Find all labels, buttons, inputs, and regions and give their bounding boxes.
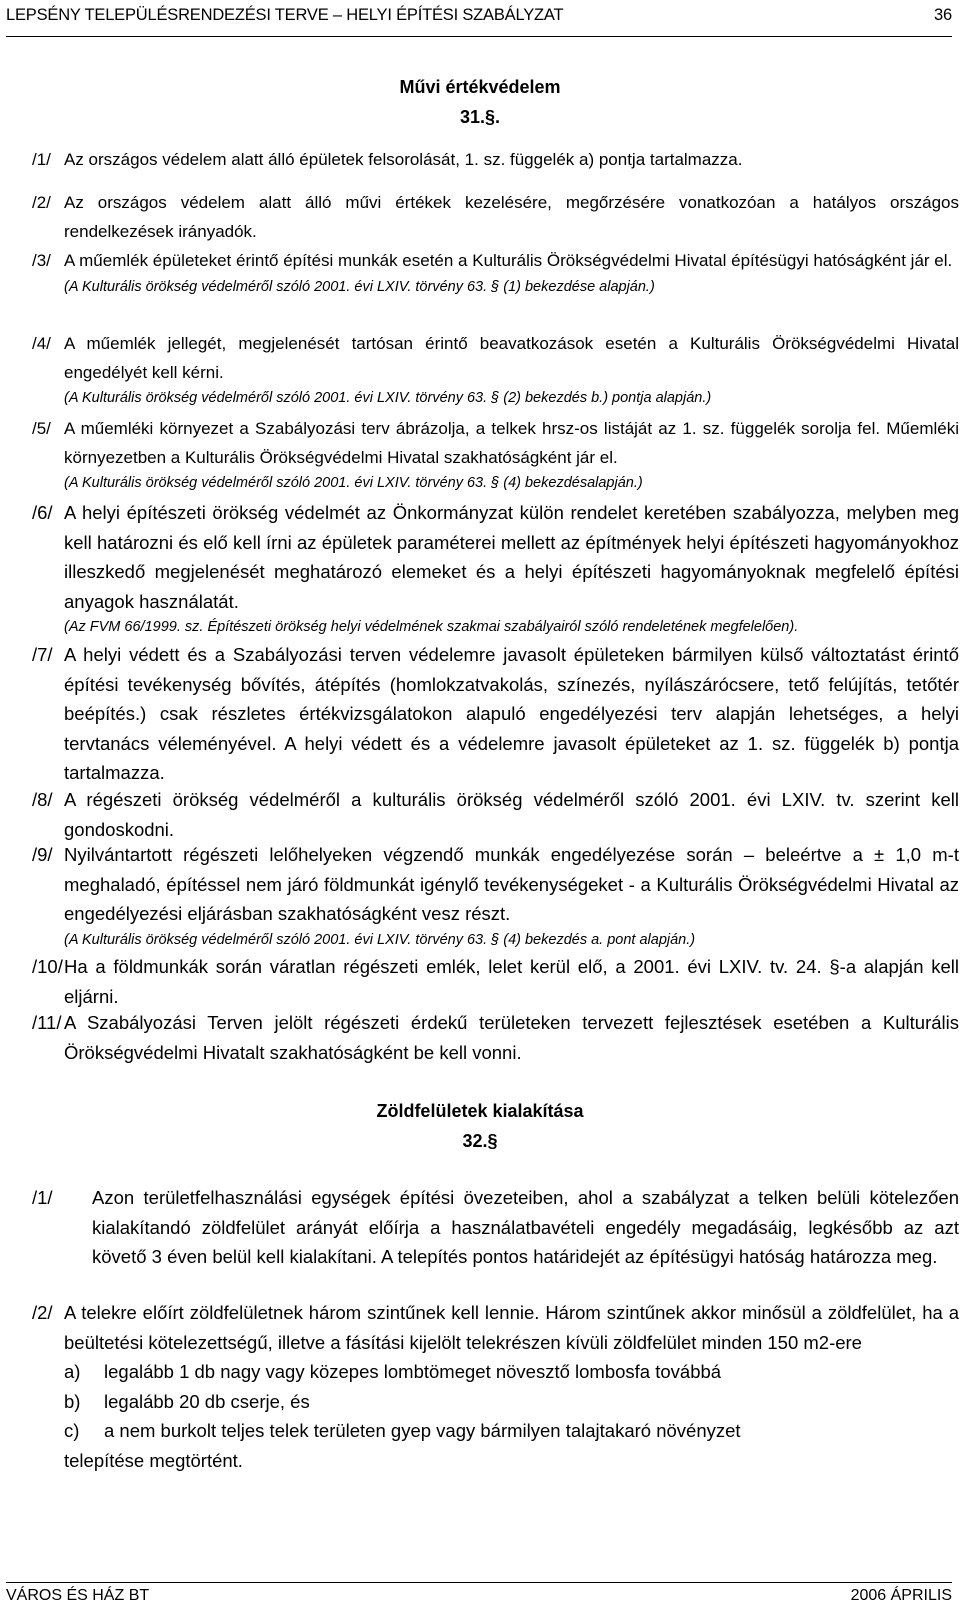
list-item-label: a) [64, 1361, 81, 1382]
paragraph-text: A műemlék jellegét, megjelenését tartósan érintő beavatkozások esetén a Kulturális Örökségvédelmi Hivatal engedélyét kell kérni. [64, 334, 959, 382]
list-item [64, 1387, 959, 1417]
legal-reference-note: (A Kulturális örökség védelméről szóló 2001. évi LXIV. törvény 63. § (2) bekezdés b.) pontja alapján.) [64, 390, 712, 406]
paragraph-label: /3/ [32, 251, 51, 270]
legal-reference-note: (A Kulturális örökség védelméről szóló 2001. évi LXIV. törvény 63. § (4) bekezdés a. pont alapján.) [64, 931, 696, 948]
section-32-title: Zöldfelületek kialakítása [376, 1101, 584, 1121]
paragraph-label: /1/ [32, 150, 51, 169]
paragraph-text: A telekre előírt zöldfelületnek három szintűnek kell lennie. Három szintűnek akkor minősül a zöldfelület, ha a beültetési kötelezettségű, illetve a fásítási kijelölt telekrészen kívüli zöldfelület minden 150 m2-ere [64, 1302, 959, 1353]
paragraph-label: /10/ [32, 956, 63, 977]
list-item-text: a nem burkolt teljes telek területen gyep vagy bármilyen talajtakaró növényzet [104, 1420, 741, 1441]
paragraph-text: Azon területfelhasználási egységek építési övezeteiben, ahol a szabályzat a telken belüli kötelezően kialakítandó zöldfelület arányát előírja a használatbavételi engedély megadásáig, legkésőbb az azt követő 3 éven belül kell kialakítani. A telepítés pontos határidejét az építésügyi hatóság határozza meg. [92, 1187, 959, 1267]
paragraph-text: Ha a földmunkák során váratlan régészeti emlék, lelet kerül elő, a 2001. évi LXIV. tv. 24. §-a alapján kell eljárni. [64, 956, 959, 1007]
paragraph-label: /8/ [32, 789, 53, 810]
planting-requirements-list [64, 1357, 959, 1446]
page-footer [6, 1582, 952, 1611]
paragraph-label: /11/ [32, 1012, 62, 1033]
header-title: LEPSÉNY TELEPÜLÉSRENDEZÉSI TERVE – HELYI ÉPÍTÉSI SZABÁLYZAT [6, 6, 564, 24]
footer-date: 2006 ÁPRILIS [850, 1587, 952, 1604]
section-32-number: 32.§ [462, 1131, 498, 1151]
paragraph-text: A Szabályozási Terven jelölt régészeti érdekű területeken tervezett fejlesztések esetében a Kulturális Örökségvédelmi Hivatalt szakhatóságként be kell vonni. [64, 1012, 959, 1063]
paragraph-label: /2/ [32, 1302, 53, 1323]
paragraph-text: A helyi védett és a Szabályozási terven védelemre javasolt épületeken bármilyen külső változtatást érintő építési tevékenység bővítés, átépítés (homlokzatvakolás, színezés, nyílászárócsere, tető felújítás, tetőtér beépítés.) csak részletes értékvizsgálatokon alapuló engedélyezési terv alapján lehetséges, a helyi tervtanács véleményével. A helyi védett és a védelemre javasolt épületeket az 1. sz. függelék b) pontja tartalmazza. [64, 644, 959, 783]
paragraph-text: A műemléki környezet a Szabályozási terv ábrázolja, a telkek hrsz-os listáját az 1. sz. függelék sorolja fel. Műemléki környezetben a Kulturális Örökségvédelmi Hivatal szakhatóságként jár el. [64, 419, 959, 467]
list-item-text: legalább 20 db cserje, és [104, 1390, 310, 1412]
legal-reference-note: (Az FVM 66/1999. sz. Építészeti örökség helyi védelmének szakmai szabályairól szóló rendeletének megfelelően). [64, 619, 799, 635]
paragraph-text: A régészeti örökség védelméről a kulturális örökség védelméről szóló 2001. évi LXIV. tv. szerint kell gondoskodni. [64, 789, 959, 840]
paragraph-text: Az országos védelem alatt álló művi értékek kezelésére, megőrzésére vonatkozóan a hatályos országos rendelkezések irányadók. [64, 193, 959, 241]
page-header [6, 6, 952, 37]
section-31-title: Művi értékvédelem [399, 77, 561, 97]
paragraph-label: /7/ [32, 644, 53, 665]
list-item-text: legalább 1 db nagy vagy közepes lombtömeget növesztő lombosfa továbbá [104, 1361, 722, 1382]
paragraph-label: /5/ [32, 419, 51, 438]
paragraph-text: Nyilvántartott régészeti lelőhelyeken végzendő munkák engedélyezése során – beleértve a ± 1,0 m-t meghaladó, építéssel nem járó földmunkát igénylő tevékenységeket - a Kulturális Örökségvédelmi Hivatal az engedélyezési eljárásban szakhatóságként vesz részt. [64, 844, 959, 924]
paragraph-label: /1/ [32, 1187, 53, 1208]
section-32-heading [0, 1100, 960, 1152]
paragraph-text: Az országos védelem alatt álló épületek felsorolását, 1. sz. függelék a) pontja tartalmazza. [64, 150, 743, 169]
list-item [64, 1416, 959, 1446]
list-item-label: b) [64, 1390, 81, 1412]
paragraph-label: /2/ [32, 193, 51, 212]
list-item [64, 1357, 959, 1387]
paragraph-text: A műemlék épületeket érintő építési munkák esetén a Kulturális Örökségvédelmi Hivatal építésügyi hatóságként jár el. [64, 251, 953, 270]
paragraph-label: /6/ [32, 502, 53, 523]
legal-reference-note: (A Kulturális örökség védelméről szóló 2001. évi LXIV. törvény 63. § (4) bekezdésalapján.) [64, 475, 643, 491]
section-31-heading [0, 76, 960, 128]
paragraph-text: A helyi építészeti örökség védelmét az Önkormányzat külön rendelet keretében szabályozza, melyben meg kell határozni és elő kell írni az épületek paraméterei mellett az építmények helyi építészeti hagyományokhoz illeszkedő megjelenését meghatározó elemeket és a helyi építészeti hagyományoknak megfelelő építési anyagok használatát. [64, 502, 959, 612]
section-31-number: 31.§. [459, 107, 501, 127]
paragraph-label: /9/ [32, 844, 53, 865]
paragraph-label: /4/ [32, 334, 51, 353]
list-item-label: c) [64, 1420, 80, 1441]
footer-company: VÁROS ÉS HÁZ BT [6, 1587, 150, 1604]
page-number: 36 [934, 6, 952, 24]
legal-reference-note: (A Kulturális örökség védelméről szóló 2001. évi LXIV. törvény 63. § (1) bekezdése alapján.) [64, 278, 655, 295]
closing-text: telepítése megtörtént. [64, 1449, 243, 1471]
